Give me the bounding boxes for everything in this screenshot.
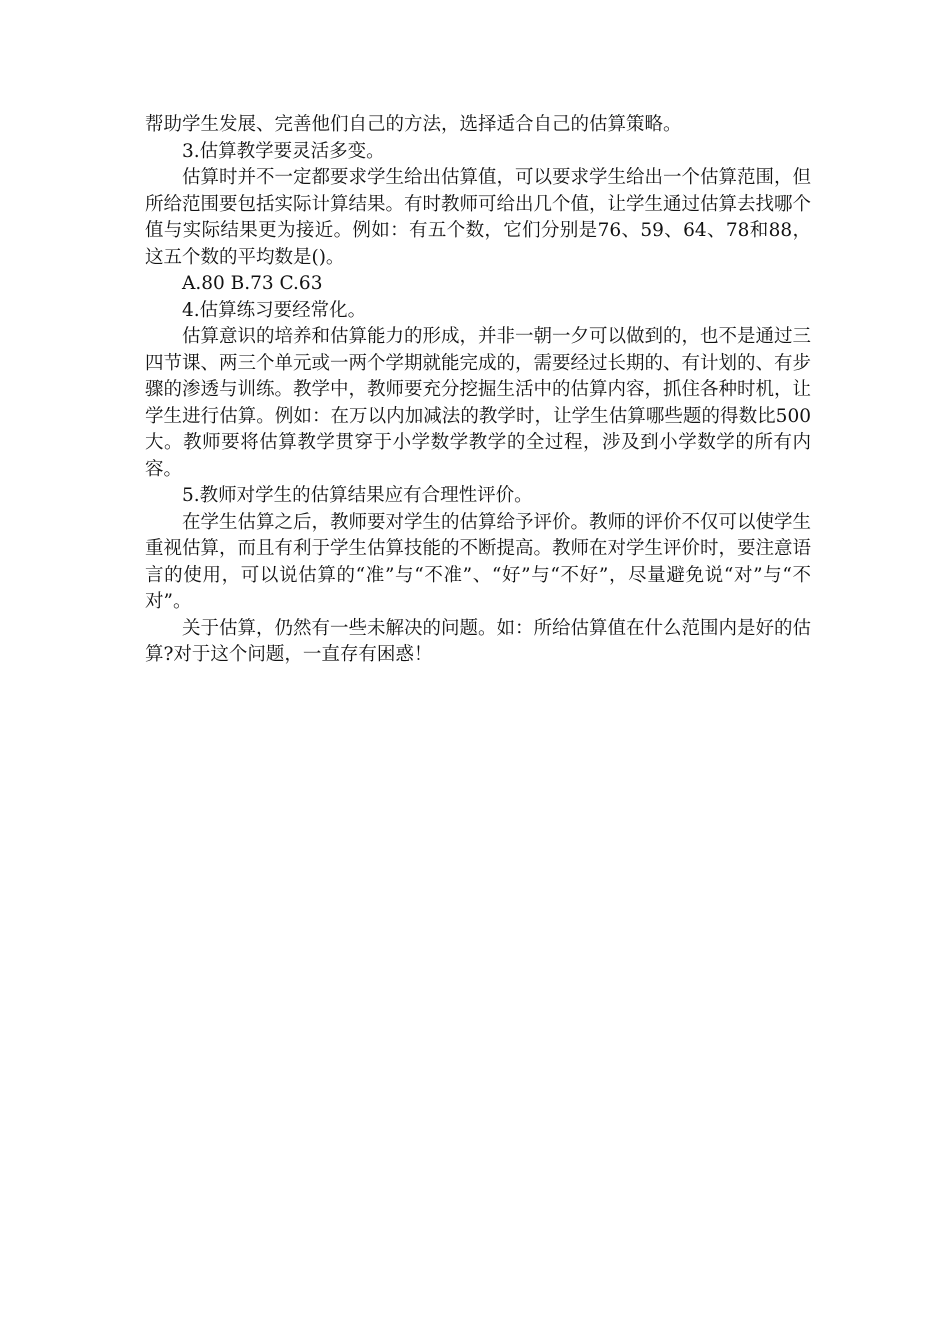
section-heading-5: 5.教师对学生的估算结果应有合理性评价。 <box>182 485 533 506</box>
paragraph-conclusion: 关于估算，仍然有一些未解决的问题。如：所给估算值在什么范围内是好的估算?对于这个问题，一直存有困惑！ <box>145 617 812 665</box>
paragraph-evaluation: 在学生估算之后，教师要对学生的估算给予评价。教师的评价不仅可以使学生重视估算，而且有利于学生估算技能的不断提高。教师在对学生评价时，要注意语言的使用，可以说估算的“准”与“不准”、“好”与“不好”，尽量避免说“对”与“不对”。 <box>145 511 812 612</box>
paragraph-continuation: 帮助学生发展、完善他们自己的方法，选择适合自己的估算策略。 <box>145 114 682 135</box>
answer-options: A.80 B.73 C.63 <box>182 273 323 294</box>
document-body <box>145 112 811 669</box>
paragraph-estimation-range: 估算时并不一定都要求学生给出估算值，可以要求学生给出一个估算范围，但所给范围要包括实际计算结果。有时教师可给出几个值，让学生通过估算去找哪个值与实际结果更为接近。例如：有五个数，它们分别是76、59、64、78和88，这五个数的平均数是()。 <box>145 167 812 268</box>
paragraph-practice: 估算意识的培养和估算能力的形成，并非一朝一夕可以做到的，也不是通过三四节课、两三个单元或一两个学期就能完成的，需要经过长期的、有计划的、有步骤的渗透与训练。教学中，教师要充分挖掘生活中的估算内容，抓住各种时机，让学生进行估算。例如：在万以内加减法的教学时，让学生估算哪些题的得数比500大。教师要将估算教学贯穿于小学数学教学的全过程，涉及到小学数学的所有内容。 <box>145 326 812 480</box>
section-heading-3: 3.估算教学要灵活多变。 <box>182 140 385 162</box>
section-heading-4: 4.估算练习要经常化。 <box>182 299 367 321</box>
